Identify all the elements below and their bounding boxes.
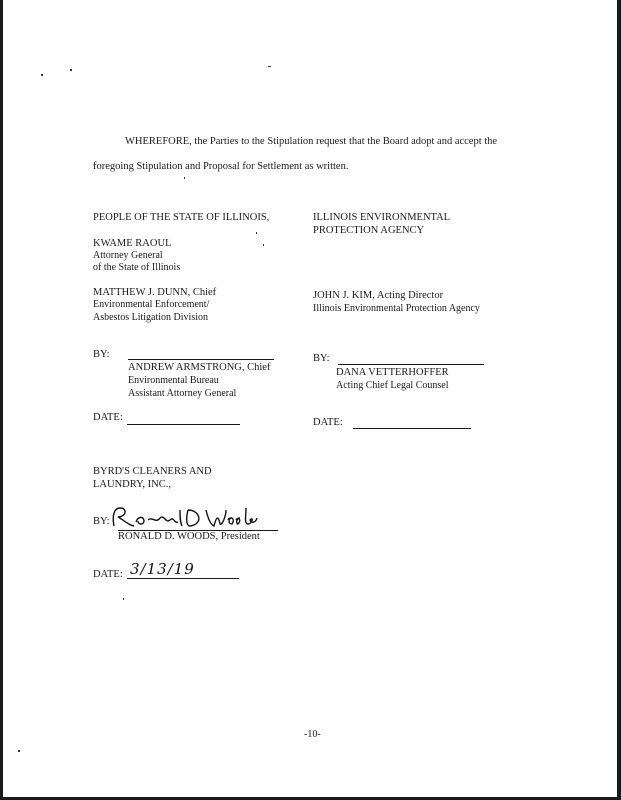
- left-signer-name: ANDREW ARMSTRONG, Chief: [128, 362, 271, 373]
- left-date-line: [127, 424, 240, 425]
- director-name: JOHN J. KIM, Acting Director: [313, 290, 444, 301]
- scan-speck: [123, 598, 124, 600]
- chief-title: Environmental Enforcement/: [93, 299, 210, 310]
- agency-name: Illinois Environmental Protection Agency: [313, 303, 480, 314]
- wherefore-line-1: WHEREFORE, the Parties to the Stipulation request that the Board adopt and accept the: [125, 136, 498, 147]
- attorney-general-title: Attorney General: [93, 250, 163, 261]
- right-signer-title: Acting Chief Legal Counsel: [336, 380, 449, 391]
- right-by-label: BY:: [313, 353, 330, 364]
- byrds-name: BYRD'S CLEANERS AND: [93, 466, 212, 477]
- left-party-name: PEOPLE OF THE STATE OF ILLINOIS,: [93, 212, 270, 223]
- scan-speck: [18, 750, 20, 752]
- left-date-label: DATE:: [93, 412, 123, 423]
- right-signature-line: [338, 364, 484, 365]
- scan-edge-left: [0, 0, 3, 800]
- right-date-line: [353, 428, 471, 429]
- chief-name: MATTHEW J. DUNN, Chief: [93, 287, 217, 298]
- left-signature-line: [128, 359, 274, 360]
- right-signer-name: DANA VETTERHOFFER: [336, 367, 449, 378]
- scan-edge-right: [617, 0, 621, 800]
- scan-speck: [70, 69, 72, 71]
- signature-image: [108, 502, 258, 530]
- byrds-signer-name: RONALD D. WOODS, President: [118, 531, 260, 542]
- chief-title-2: Asbestos Litigation Division: [93, 312, 208, 323]
- byrds-by-label: BY:: [93, 516, 110, 527]
- left-by-label: BY:: [93, 349, 110, 360]
- page-number: -10-: [304, 729, 321, 740]
- right-party-name: ILLINOIS ENVIRONMENTAL: [313, 212, 451, 223]
- scan-speck: [41, 74, 43, 76]
- wherefore-line-2: foregoing Stipulation and Proposal for Settlement as written.: [93, 161, 349, 172]
- scan-speck: [256, 232, 257, 234]
- handwritten-date: 3/13/19: [130, 560, 195, 578]
- attorney-general-name: KWAME RAOUL: [93, 238, 172, 249]
- scan-speck: [263, 244, 264, 246]
- byrds-name-2: LAUNDRY, INC.,: [93, 479, 171, 490]
- byrds-date-label: DATE:: [93, 569, 123, 580]
- byrds-date-line: [127, 578, 239, 579]
- attorney-general-title-2: of the State of Illinois: [93, 262, 181, 273]
- right-party-name-2: PROTECTION AGENCY: [313, 225, 425, 236]
- right-date-label: DATE:: [313, 417, 343, 428]
- left-signer-title: Environmental Bureau: [128, 375, 219, 386]
- scan-speck: [184, 177, 185, 179]
- left-signer-title-2: Assistant Attorney General: [128, 388, 237, 399]
- scan-speck: [268, 66, 271, 67]
